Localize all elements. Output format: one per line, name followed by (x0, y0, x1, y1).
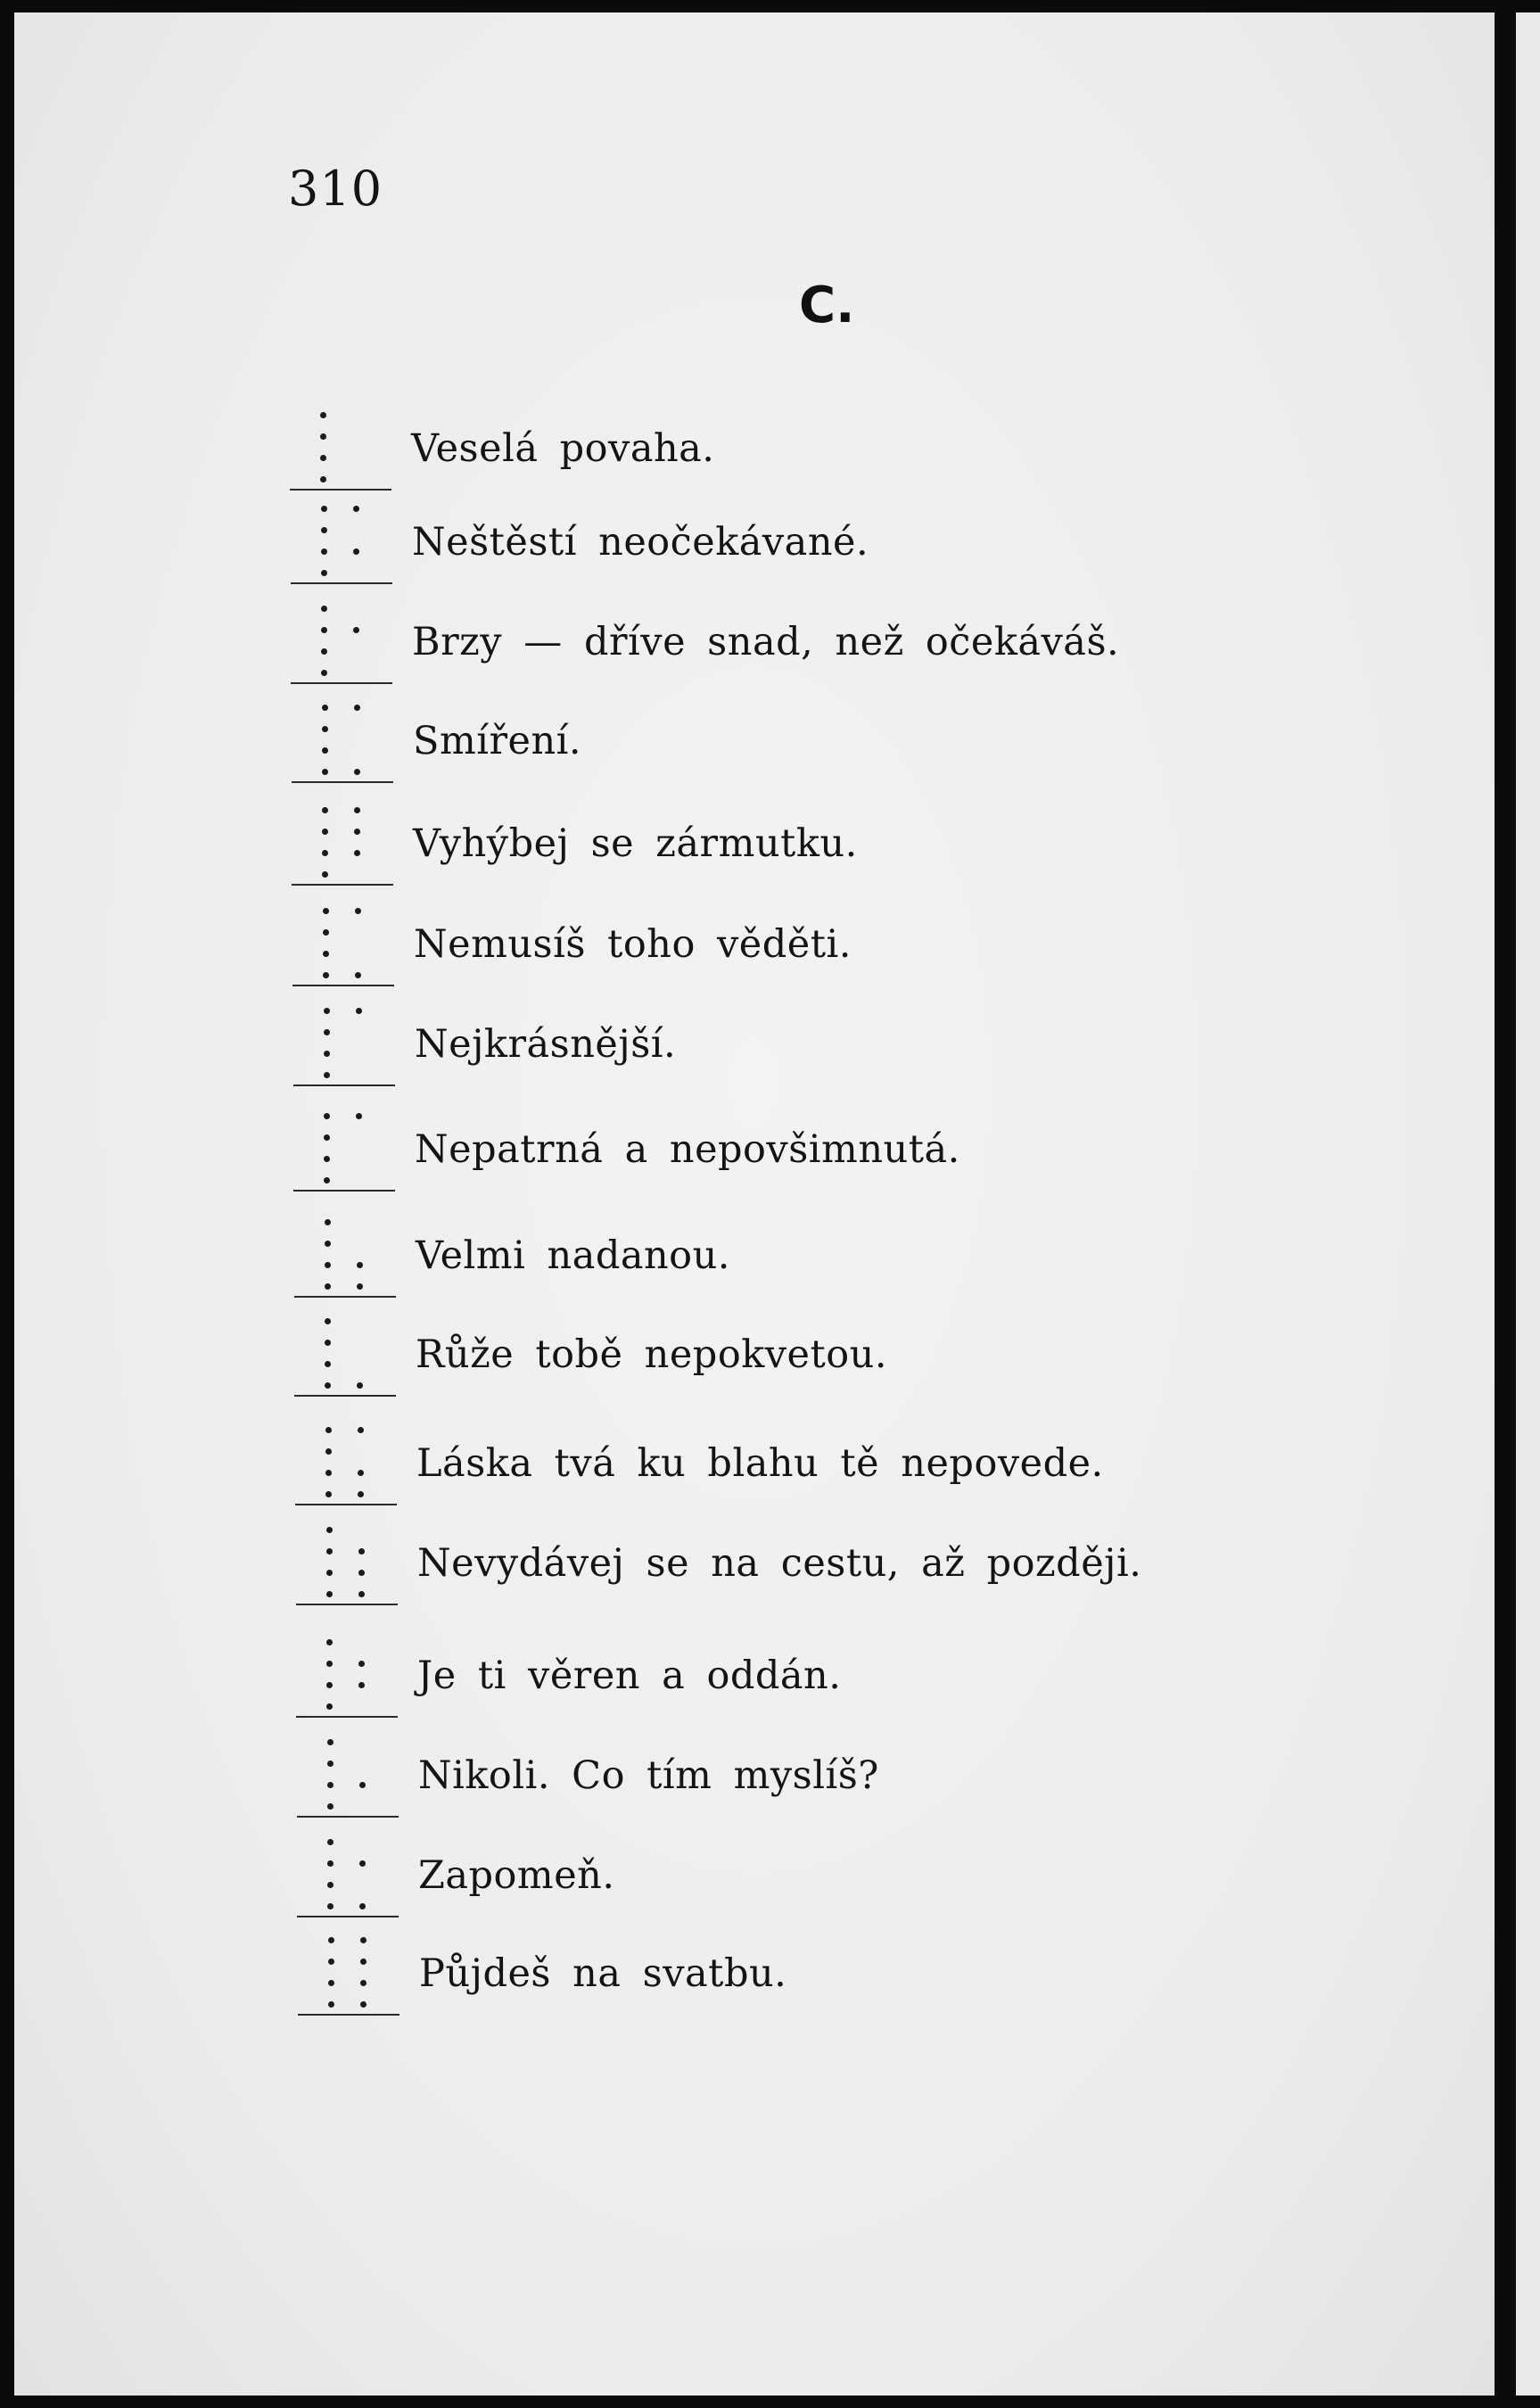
dot-pattern (292, 897, 399, 986)
dot-pattern (296, 1516, 403, 1605)
dot-pattern (297, 1728, 404, 1818)
dot-mark (320, 412, 326, 418)
dot-pattern (294, 1208, 401, 1298)
dot-mark (324, 1177, 330, 1183)
divider-rule (292, 884, 393, 886)
divider-rule (290, 489, 391, 491)
dot-mark (358, 1470, 364, 1476)
dot-pattern (298, 1926, 405, 2016)
dot-mark (358, 1491, 364, 1497)
dot-mark (357, 1262, 363, 1268)
dot-mark (325, 1241, 331, 1247)
dot-mark (324, 1156, 330, 1162)
dot-mark (328, 1980, 334, 1986)
entry-row (297, 1728, 1189, 1818)
divider-rule (291, 682, 392, 684)
dot-mark (320, 455, 326, 461)
entry-text: Láska tvá ku blahu tě nepovede. (416, 1441, 1104, 1486)
dot-mark (354, 769, 360, 775)
entry-row (298, 1926, 1190, 2016)
dot-mark (322, 829, 328, 835)
dot-mark (358, 1570, 365, 1576)
entry-text: Je ti věren a oddán. (417, 1653, 842, 1698)
dot-mark (324, 1029, 330, 1035)
dot-pattern (296, 1629, 403, 1718)
dot-mark (327, 1739, 334, 1745)
dot-mark (353, 548, 359, 555)
dot-pattern (297, 1828, 404, 1917)
divider-rule (298, 2014, 399, 2016)
dot-mark (322, 769, 328, 775)
dot-mark (322, 705, 328, 711)
entry-text: Vyhýbej se zármutku. (413, 821, 858, 866)
dot-mark (323, 929, 329, 936)
dot-mark (321, 648, 327, 655)
dot-mark (327, 1761, 334, 1767)
dot-mark (326, 1527, 333, 1533)
dot-pattern (291, 495, 398, 584)
entry-text: Velmi nadanou. (416, 1233, 730, 1278)
divider-rule (294, 1296, 396, 1298)
dot-mark (325, 1262, 331, 1268)
entry-row (294, 1208, 1186, 1298)
dot-mark (354, 850, 360, 856)
dot-mark (326, 1682, 333, 1688)
dot-mark (328, 1937, 334, 1943)
entry-text: Neštěstí neočekávané. (412, 520, 869, 565)
page-edge (1516, 12, 1540, 2396)
dot-mark (323, 972, 329, 978)
entry-row (293, 997, 1185, 1086)
entry-row (291, 595, 1182, 684)
dot-mark (359, 1782, 366, 1788)
dot-mark (360, 1959, 366, 1965)
dot-mark (353, 627, 359, 633)
dot-mark (326, 1548, 333, 1554)
dot-mark (326, 1591, 333, 1597)
dot-pattern (291, 595, 398, 684)
dot-mark (358, 1548, 365, 1554)
entry-row (292, 694, 1183, 783)
dot-mark (327, 1782, 334, 1788)
dot-mark (325, 1340, 331, 1346)
section-heading: C. (799, 276, 855, 334)
entry-row (295, 1416, 1187, 1505)
divider-rule (295, 1504, 397, 1505)
entry-row (296, 1516, 1188, 1605)
dot-pattern (292, 796, 399, 886)
dot-mark (326, 1703, 333, 1710)
entry-text: Veselá povaha. (411, 426, 715, 471)
dot-mark (324, 1134, 330, 1141)
dot-mark (327, 1839, 334, 1845)
dot-mark (325, 1318, 331, 1324)
dot-mark (325, 1219, 331, 1225)
dot-mark (353, 506, 359, 512)
entry-row (292, 897, 1184, 986)
dot-mark (357, 1283, 363, 1290)
divider-rule (297, 1816, 399, 1818)
entry-text: Smíření. (413, 719, 582, 763)
entry-text: Zapomeň. (418, 1853, 615, 1898)
dot-mark (357, 1382, 363, 1389)
dot-mark (321, 506, 327, 512)
dot-mark (360, 1980, 366, 1986)
divider-rule (293, 1190, 395, 1192)
entry-row (290, 401, 1182, 491)
dot-mark (325, 1427, 332, 1433)
dot-mark (327, 1882, 334, 1888)
dot-pattern (292, 694, 399, 783)
dot-mark (322, 850, 328, 856)
dot-mark (322, 726, 328, 732)
dot-mark (324, 1051, 330, 1057)
dot-mark (328, 2001, 334, 2008)
dot-mark (328, 1959, 334, 1965)
entry-row (296, 1629, 1188, 1718)
dot-mark (321, 548, 327, 555)
dot-mark (325, 1382, 331, 1389)
dot-mark (354, 807, 360, 813)
dot-mark (322, 807, 328, 813)
dot-mark (356, 1113, 362, 1119)
dot-mark (359, 1860, 366, 1867)
dot-mark (321, 527, 327, 533)
dot-mark (324, 1072, 330, 1078)
divider-rule (296, 1604, 398, 1605)
entry-row (293, 1102, 1185, 1192)
dot-mark (324, 1008, 330, 1014)
dot-mark (360, 1937, 366, 1943)
dot-mark (358, 1661, 365, 1667)
entry-row (291, 495, 1182, 584)
entry-text: Brzy — dříve snad, než očekáváš. (412, 620, 1120, 664)
divider-rule (296, 1716, 398, 1718)
dot-pattern (294, 1307, 401, 1397)
entry-text: Růže tobě nepokvetou. (416, 1332, 888, 1377)
dot-mark (321, 570, 327, 576)
dot-mark (354, 705, 360, 711)
dot-mark (358, 1427, 364, 1433)
dot-mark (354, 829, 360, 835)
dot-pattern (293, 1102, 400, 1192)
dot-mark (326, 1661, 333, 1667)
dot-mark (320, 433, 326, 440)
entry-text: Půjdeš na svatbu. (419, 1951, 787, 1996)
entry-text: Nemusíš toho věděti. (414, 922, 852, 967)
dot-mark (358, 1591, 365, 1597)
dot-mark (326, 1639, 333, 1645)
dot-mark (325, 1470, 332, 1476)
divider-rule (292, 985, 394, 986)
divider-rule (294, 1395, 396, 1397)
entry-text: Nejkrásnější. (415, 1022, 677, 1067)
divider-rule (292, 781, 393, 783)
dot-mark (321, 670, 327, 676)
divider-rule (291, 582, 392, 584)
dot-mark (358, 1682, 365, 1688)
entry-text: Nikoli. Co tím myslíš? (418, 1753, 879, 1798)
dot-mark (356, 1008, 362, 1014)
dot-pattern (295, 1416, 402, 1505)
dot-mark (323, 908, 329, 914)
dot-mark (327, 1903, 334, 1909)
dot-mark (360, 2001, 366, 2008)
dot-mark (325, 1491, 332, 1497)
dot-mark (355, 908, 361, 914)
dot-mark (325, 1448, 332, 1455)
dot-mark (325, 1361, 331, 1367)
divider-rule (297, 1916, 399, 1917)
dot-mark (359, 1903, 366, 1909)
dot-pattern (293, 997, 400, 1086)
entry-text: Nevydávej se na cestu, až později. (417, 1541, 1142, 1586)
book-page (14, 12, 1495, 2396)
dot-mark (327, 1860, 334, 1867)
entry-text: Nepatrná a nepovšimnutá. (415, 1127, 960, 1172)
dot-mark (325, 1283, 331, 1290)
dot-mark (355, 972, 361, 978)
entry-row (292, 796, 1183, 886)
dot-mark (322, 747, 328, 754)
page-number: 310 (288, 161, 383, 217)
entry-row (297, 1828, 1189, 1917)
divider-rule (293, 1084, 395, 1086)
dot-mark (321, 606, 327, 612)
dot-mark (327, 1803, 334, 1810)
entry-row (294, 1307, 1186, 1397)
dot-mark (324, 1113, 330, 1119)
dot-mark (326, 1570, 333, 1576)
dot-mark (322, 871, 328, 878)
dot-mark (323, 951, 329, 957)
dot-mark (320, 476, 326, 482)
dot-pattern (290, 401, 397, 491)
dot-mark (321, 627, 327, 633)
